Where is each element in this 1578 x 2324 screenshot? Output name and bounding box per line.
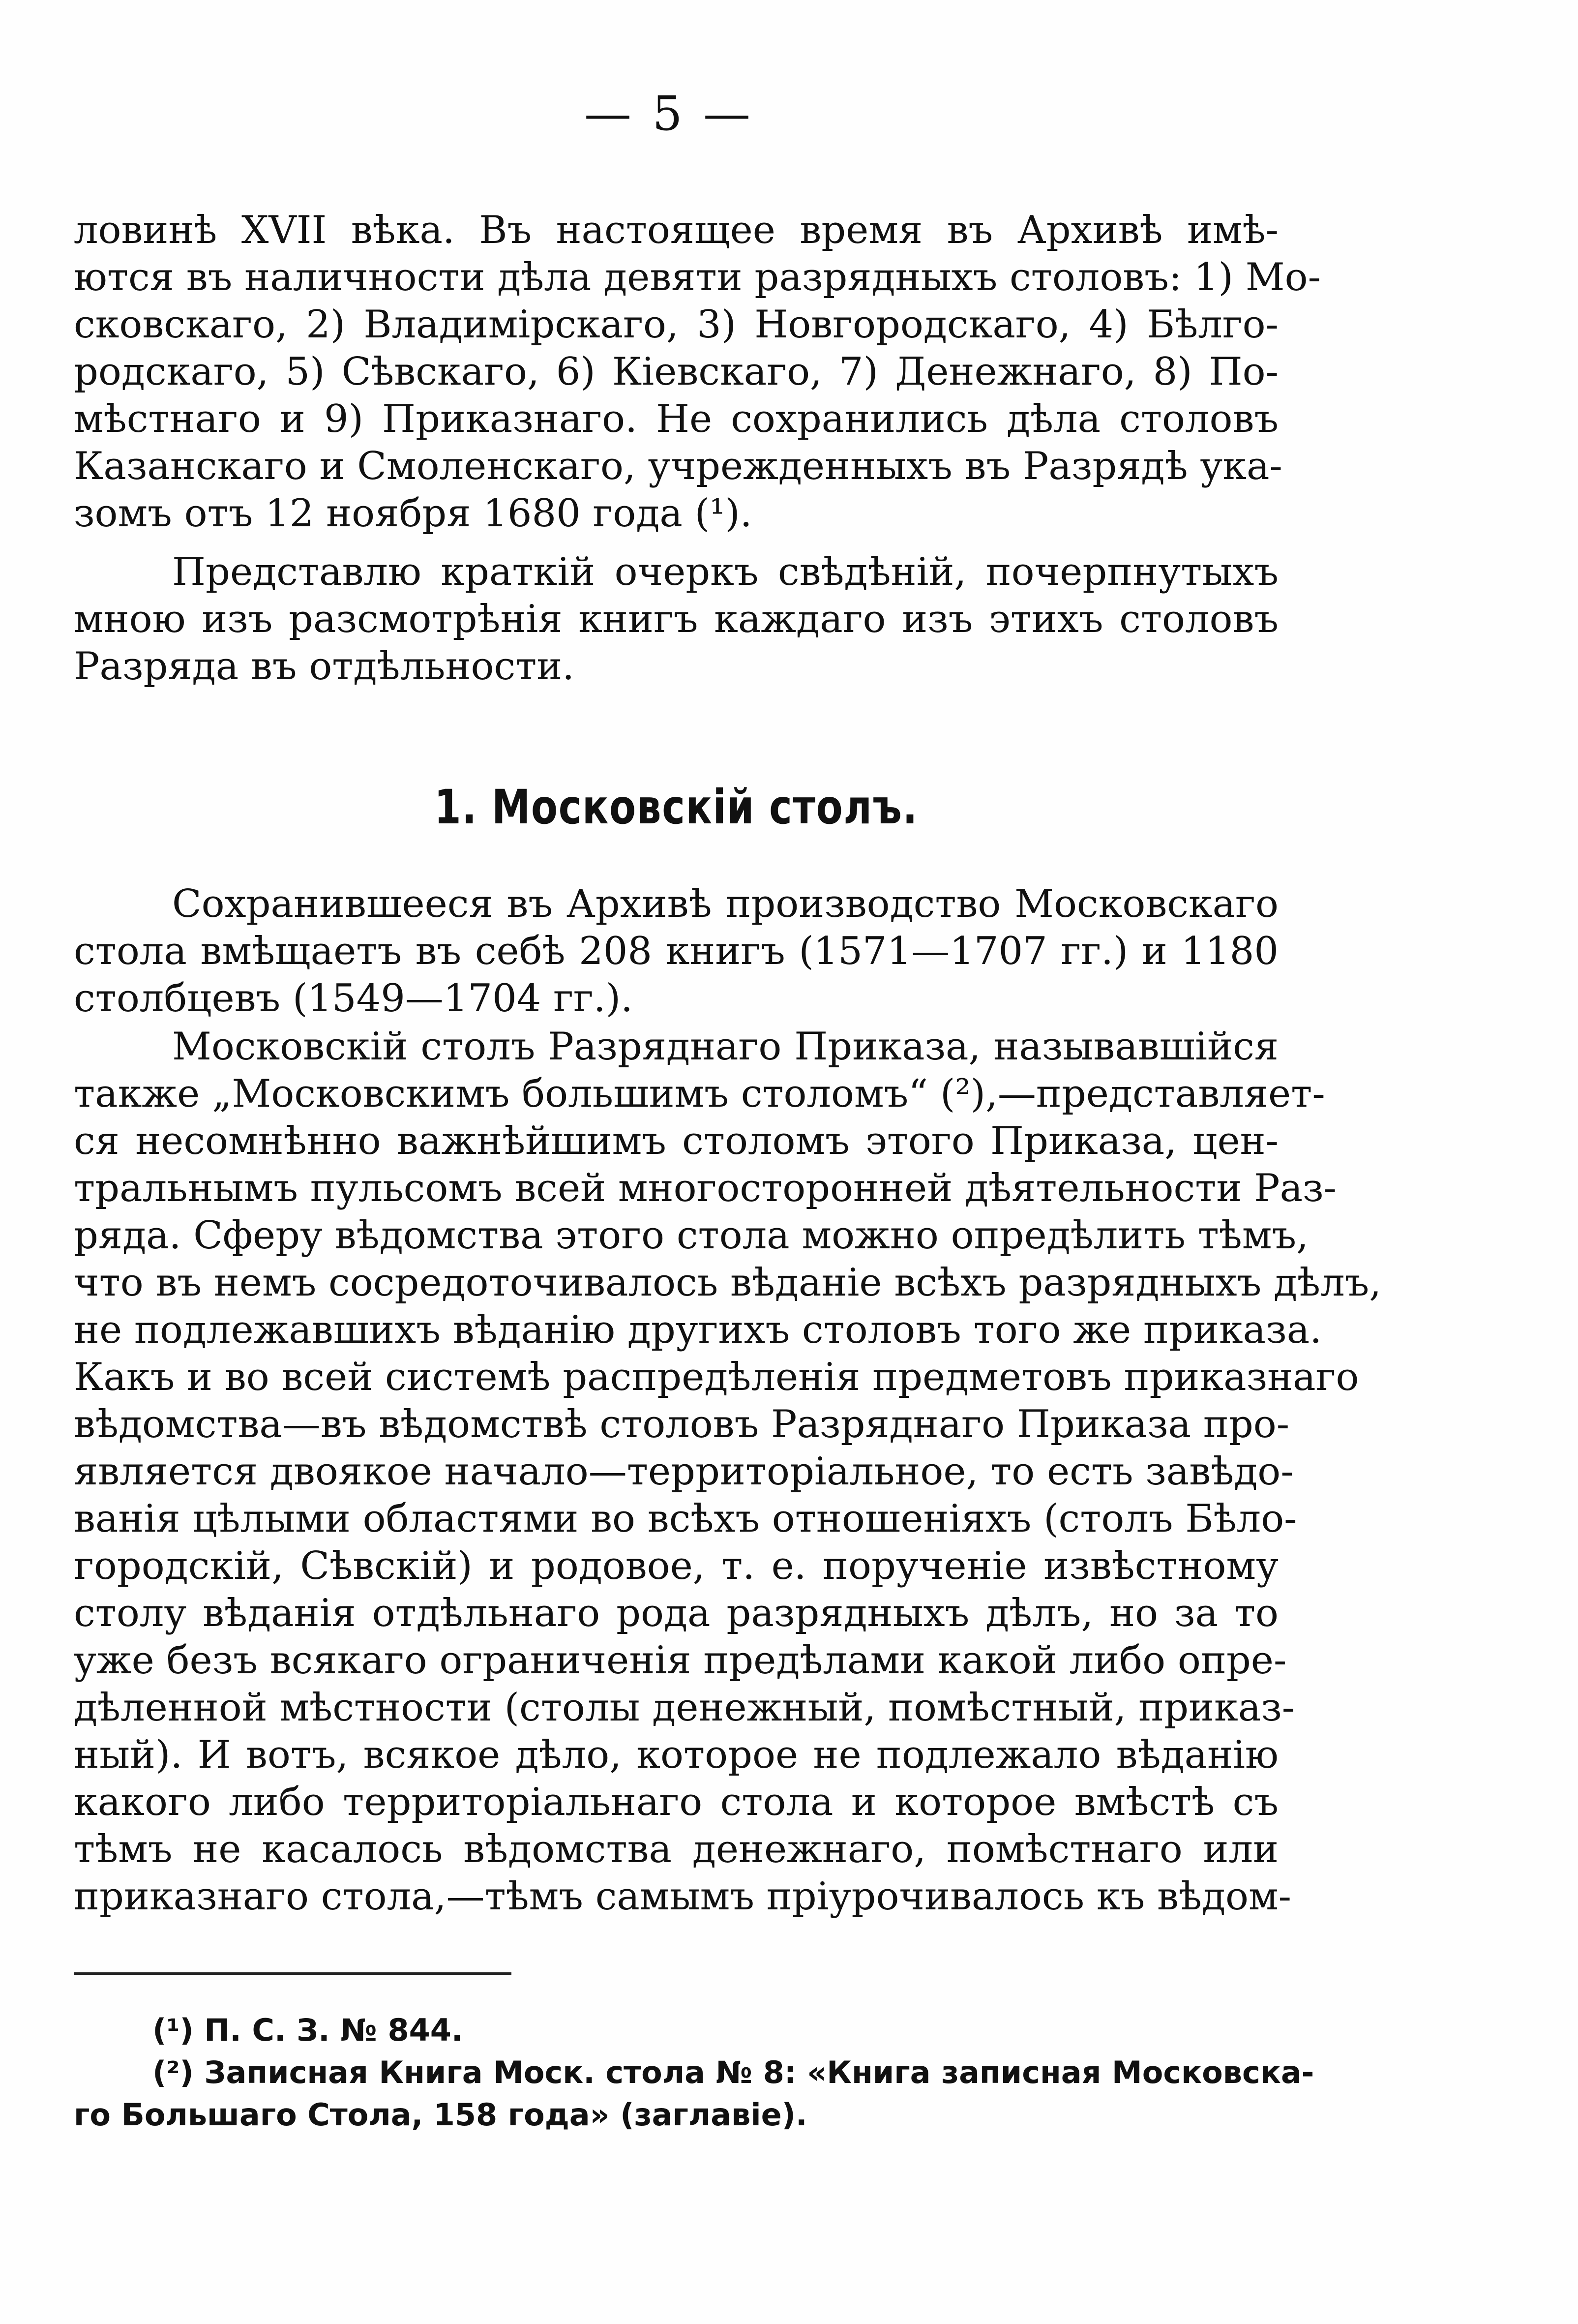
footnote-2-line-1: (²) Записная Книга Моск. стола № 8: «Книга записная Московска- xyxy=(152,2054,1314,2090)
text-line: Казанскаго и Смоленскаго, учрежденныхъ въ Разрядѣ ука- xyxy=(74,444,1282,488)
text-line: мною изъ разсмотрѣнія книгъ каждаго изъ этихъ столовъ xyxy=(74,597,1279,641)
footnote-divider xyxy=(74,1972,511,1975)
text-line: ются въ наличности дѣла девяти разрядныхъ столовъ: 1) Мо- xyxy=(74,255,1321,300)
intro-paragraph-2 xyxy=(74,548,1279,690)
text-line: дѣленной мѣстности (столы денежный, помѣстный, приказ- xyxy=(74,1686,1295,1730)
text-line: сковскаго, 2) Владимірскаго, 3) Новгородскаго, 4) Бѣлго- xyxy=(74,302,1279,347)
paragraph-2 xyxy=(74,1023,1382,1920)
text-line: ловинѣ XVII вѣка. Въ настоящее время въ Архивѣ имѣ- xyxy=(74,208,1279,252)
text-line: что въ немъ сосредоточивалось вѣданіе всѣхъ разрядныхъ дѣлъ, xyxy=(74,1261,1382,1305)
text-line: столу вѣданія отдѣльнаго рода разрядныхъ дѣлъ, но за то xyxy=(74,1591,1279,1635)
text-line: тральнымъ пульсомъ всей многосторонней дѣятельности Раз- xyxy=(74,1166,1337,1210)
text-line: тѣмъ не касалось вѣдомства денежнаго, помѣстнаго или xyxy=(74,1827,1279,1871)
text-line: вѣдомства—въ вѣдомствѣ столовъ Разряднаго Приказа про- xyxy=(74,1402,1290,1447)
text-line: городскій, Сѣвскій) и родовое, т. е. порученіе извѣстному xyxy=(74,1544,1279,1588)
text-line: ряда. Сферу вѣдомства этого стола можно опредѣлить тѣмъ, xyxy=(74,1213,1309,1258)
text-line: Разряда въ отдѣльности. xyxy=(74,644,575,689)
text-line: ный). И вотъ, всякое дѣло, которое не подлежало вѣданію xyxy=(74,1733,1279,1777)
text-line: ся несомнѣнно важнѣйшимъ столомъ этого Приказа, цен- xyxy=(74,1119,1279,1163)
page-number: — 5 — xyxy=(584,86,754,141)
text-line: родскаго, 5) Сѣвскаго, 6) Кіевскаго, 7) Денежнаго, 8) По- xyxy=(74,350,1279,394)
footnote-2-line-2: го Большаго Стола, 158 года» (заглавіе). xyxy=(74,2097,807,2133)
text-line: приказнаго стола,—тѣмъ самымъ пріурочивалось къ вѣдом- xyxy=(74,1874,1291,1919)
text-line: Какъ и во всей системѣ распредѣленія предметовъ приказнаго xyxy=(74,1355,1359,1399)
text-line: мѣстнаго и 9) Приказнаго. Не сохранились дѣла столовъ xyxy=(74,397,1279,441)
text-line: какого либо территоріальнаго стола и которое вмѣстѣ съ xyxy=(74,1780,1279,1824)
text-line: стола вмѣщаетъ въ себѣ 208 книгъ (1571—1707 гг.) и 1180 xyxy=(74,929,1279,973)
text-line: также „Московскимъ большимъ столомъ“ (²),—представляет- xyxy=(74,1072,1325,1116)
footnotes xyxy=(74,2009,1314,2136)
text-line: Сохранившееся въ Архивѣ производство Московскаго xyxy=(172,882,1279,926)
text-line: Московскій столъ Разряднаго Приказа, называвшійся xyxy=(172,1025,1279,1069)
section-heading: 1. Московскій столъ. xyxy=(434,780,918,835)
text-line: зомъ отъ 12 ноября 1680 года (¹). xyxy=(74,491,752,536)
text-line: столбцевъ (1549—1704 гг.). xyxy=(74,976,633,1021)
text-line: не подлежавшихъ вѣданію другихъ столовъ того же приказа. xyxy=(74,1308,1322,1352)
text-line: является двоякое начало—территоріальное, то есть завѣдо- xyxy=(74,1449,1294,1494)
paragraph-1 xyxy=(74,880,1279,1022)
footnote-1: (¹) П. С. З. № 844. xyxy=(152,2012,463,2048)
intro-paragraph xyxy=(74,207,1321,537)
text-line: уже безъ всякаго ограниченія предѣлами какой либо опре- xyxy=(74,1638,1287,1683)
text-line: ванія цѣлыми областями во всѣхъ отношеніяхъ (столъ Бѣло- xyxy=(74,1497,1297,1541)
text-line: Представлю краткій очеркъ свѣдѣній, почерпнутыхъ xyxy=(172,550,1279,594)
